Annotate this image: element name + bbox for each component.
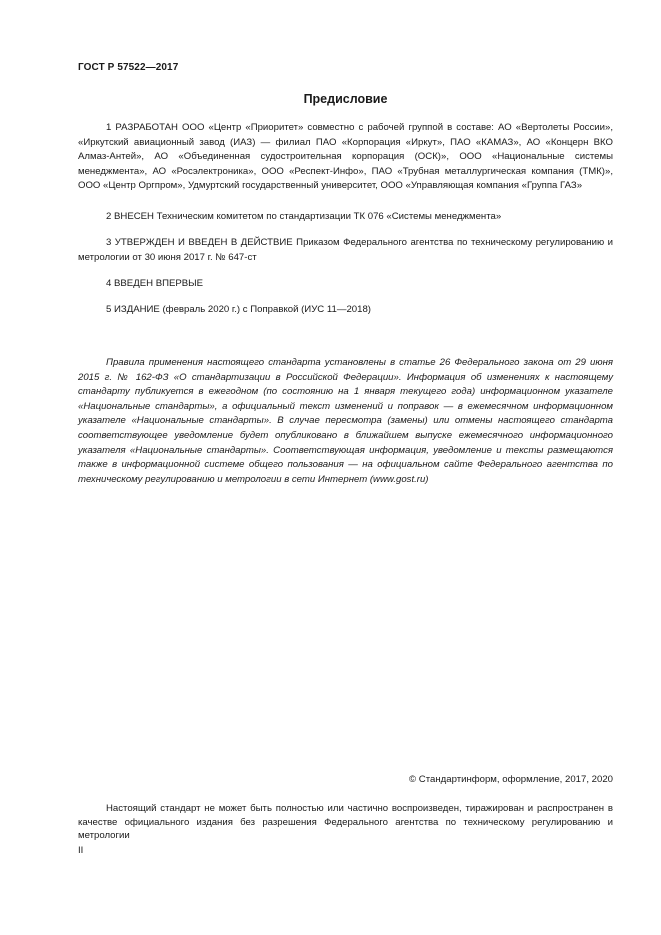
foreword-item-developed: 1 РАЗРАБОТАН ООО «Центр «Приоритет» совместно с рабочей группой в составе: АО «Вертолеты России», «Иркутский авиационный завод (ИАЗ) — филиал ПАО «Корпорация «Иркут», ПАО «КАМАЗ», АО «Концерн ВКО Алмаз-Антей», АО «Объединенная судостроительная корпорация (ОСК)», ООО «Национальные системы менеджмента», АО «Росэлектроника», ООО «Респект-Инфо», ПАО «Трубная металлургическая компания (ТМК)», ООО «Центр Оргпром», Удмуртский государственный университет, ООО «Управляющая компания «Группа ГАЗ» [78, 122, 613, 192]
copyright-line: © Стандартинформ, оформление, 2017, 2020 [409, 774, 613, 785]
page-number: II [78, 845, 84, 856]
application-rules-notice: Правила применения настоящего стандарта установлены в статье 26 Федерального закона от 29 июня 2015 г. № 162-ФЗ «О стандартизации в Российской Федерации». Информация об изменениях к настоящему стандарту публикуется в ежегодном (по состоянию на 1 января текущего года) информационном указателе «Национальные стандарты», а официальный текст изменений и поправок — в ежемесячном информационном указателе «Национальные стандарты». В случае пересмотра (замены) или отмены настоящего стандарта соответствующее уведомление будет опубликовано в ближайшем выпуске ежемесячного информационного указателя «Национальные стандарты». Соответствующая информация, уведомление и тексты размещаются также в информационной системе общего пользования — на официальном сайте Федерального агентства по техническому регулированию и метрологии в сети Интернет (www.gost.ru) [78, 357, 613, 485]
foreword-item-submitted: 2 ВНЕСЕН Техническим комитетом по стандартизации ТК 076 «Системы менеджмента» [106, 211, 502, 222]
reproduction-restriction-notice: Настоящий стандарт не может быть полностью или частично воспроизведен, тиражирован и распространен в качестве официального издания без разрешения Федерального агентства по техническому регулированию и метрологии [78, 803, 613, 842]
foreword-item-approved: 3 УТВЕРЖДЕН И ВВЕДЕН В ДЕЙСТВИЕ Приказом Федерального агентства по техническому регулированию и метрологии от 30 июня 2017 г. № 647-ст [78, 237, 613, 263]
standard-code: ГОСТ Р 57522—2017 [78, 62, 179, 73]
page-title: Предисловие [303, 92, 388, 106]
foreword-item-edition: 5 ИЗДАНИЕ (февраль 2020 г.) с Поправкой (ИУС 11—2018) [106, 304, 371, 315]
foreword-item-introduced: 4 ВВЕДЕН ВПЕРВЫЕ [106, 278, 204, 289]
